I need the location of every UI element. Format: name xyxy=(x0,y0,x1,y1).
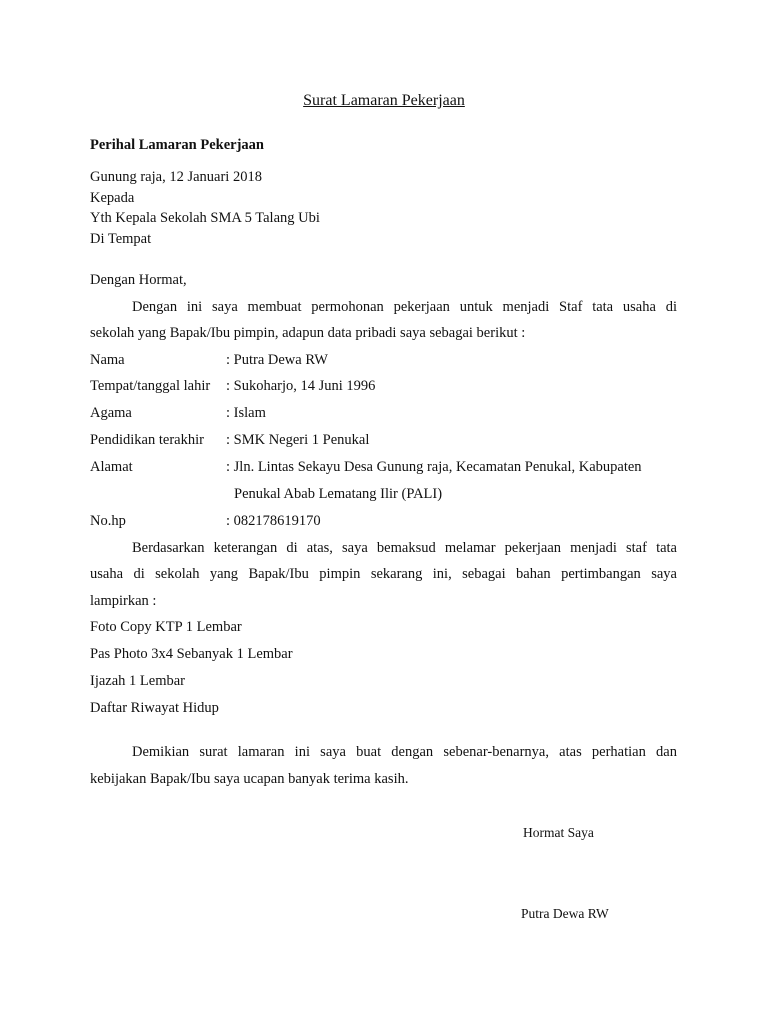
attachment-item: Pas Photo 3x4 Sebanyak 1 Lembar xyxy=(90,646,293,662)
place-date: Gunung raja, 12 Januari 2018 xyxy=(90,169,262,185)
field-value-nohp: : 082178619170 xyxy=(226,513,321,529)
body-line-3: lampirkan : xyxy=(90,593,157,609)
field-label-ttl: Tempat/tanggal lahir xyxy=(90,378,211,394)
signature-name: Putra Dewa RW xyxy=(521,906,609,921)
body-line-2: usaha di sekolah yang Bapak/Ibu pimpin sekarang ini, sebagai bahan pertimbangan saya xyxy=(90,566,677,582)
field-label-nohp: No.hp xyxy=(90,513,126,529)
letter-title: Surat Lamaran Pekerjaan xyxy=(303,92,465,109)
recipient-location: Di Tempat xyxy=(90,231,152,247)
signature-salutation: Hormat Saya xyxy=(523,825,594,840)
field-value-agama: : Islam xyxy=(226,405,266,421)
field-label-alamat: Alamat xyxy=(90,459,133,475)
field-value-pendidikan: : SMK Negeri 1 Penukal xyxy=(226,432,370,448)
intro-line-2: sekolah yang Bapak/Ibu pimpin, adapun data pribadi saya sebagai berikut : xyxy=(90,325,526,341)
field-label-agama: Agama xyxy=(90,405,132,421)
field-label-nama: Nama xyxy=(90,352,125,368)
closing-line-2: kebijakan Bapak/Ibu saya ucapan banyak terima kasih. xyxy=(90,771,409,787)
field-value-nama: : Putra Dewa RW xyxy=(226,352,328,368)
body-line-1: Berdasarkan keterangan di atas, saya bemaksud melamar pekerjaan menjadi staf tata xyxy=(132,540,677,556)
greeting: Dengan Hormat, xyxy=(90,272,187,288)
attachment-item: Daftar Riwayat Hidup xyxy=(90,700,219,716)
attachment-item: Foto Copy KTP 1 Lembar xyxy=(90,619,242,635)
letter-subject: Perihal Lamaran Pekerjaan xyxy=(90,137,264,153)
field-value-ttl: : Sukoharjo, 14 Juni 1996 xyxy=(226,378,376,394)
closing-line-1: Demikian surat lamaran ini saya buat dengan sebenar-benarnya, atas perhatian dan xyxy=(132,744,677,760)
intro-line-1: Dengan ini saya membuat permohonan pekerjaan untuk menjadi Staf tata usaha di xyxy=(132,299,677,315)
recipient-to: Kepada xyxy=(90,190,135,206)
field-value-alamat-continued: Penukal Abab Lematang Ilir (PALI) xyxy=(234,486,443,502)
field-label-pendidikan: Pendidikan terakhir xyxy=(90,432,204,448)
recipient-name: Yth Kepala Sekolah SMA 5 Talang Ubi xyxy=(90,210,320,226)
field-value-alamat: : Jln. Lintas Sekayu Desa Gunung raja, Kecamatan Penukal, Kabupaten xyxy=(226,459,642,475)
attachment-item: Ijazah 1 Lembar xyxy=(90,673,186,689)
